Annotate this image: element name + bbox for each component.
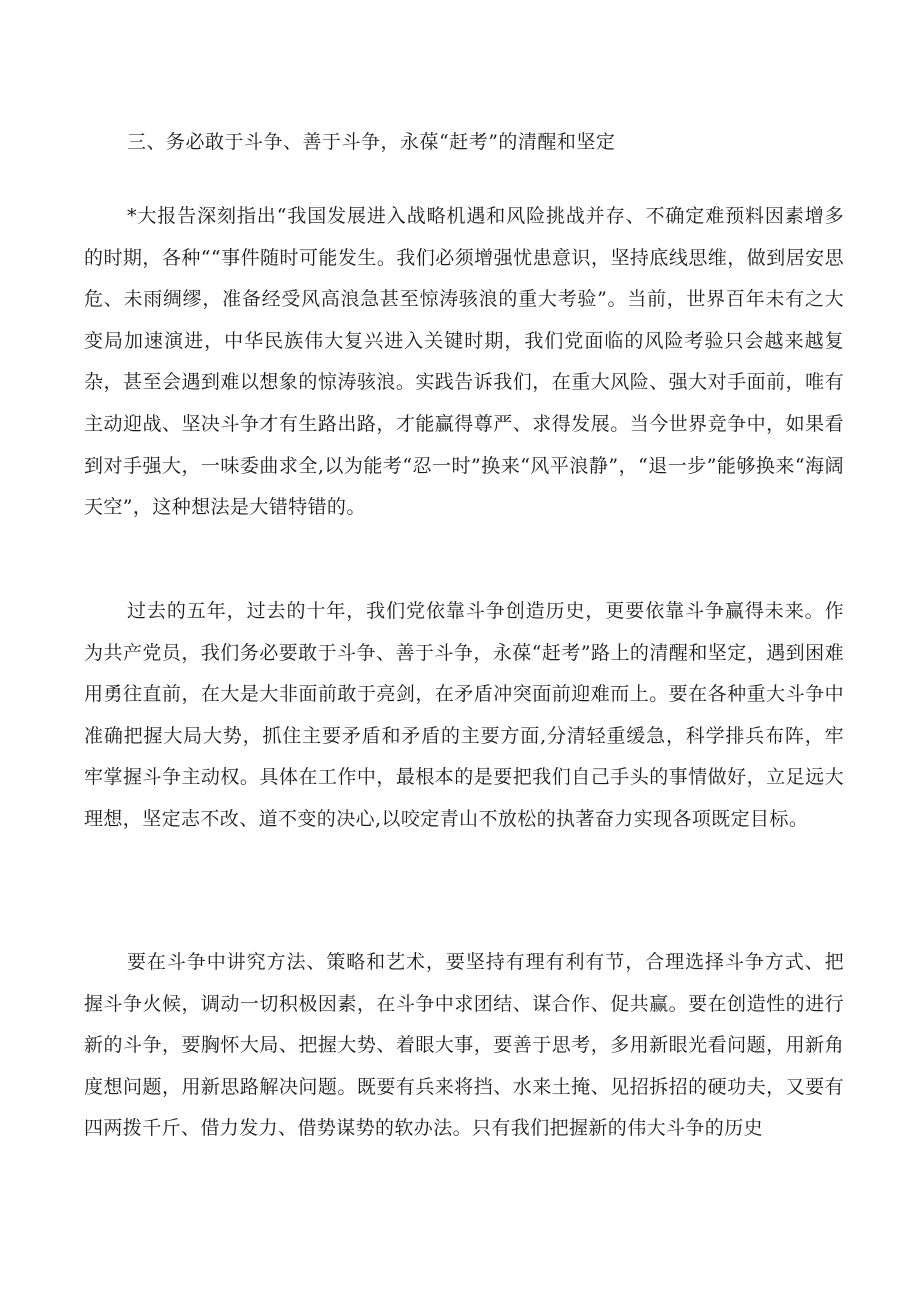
- paragraph-1: *大报告深刻指出“我国发展进入战略机遇和风险挑战并存、不确定难预料因素增多的时期，各种““事件随时可能发生。我们必须增强忧患意识，坚持底线思维，做到居安思危、未雨绸缪，准备经受风高浪急甚至惊涛骇浪的重大考验”。当前，世界百年未有之大变局加速演进，中华民族伟大复兴进入关键时期，我们党面临的风险考验只会越来越复杂，甚至会遇到难以想象的惊涛骇浪。实践告诉我们，在重大风险、强大对手面前，唯有主动迎战、坚决斗争才有生路出路，才能赢得尊严、求得发展。当今世界竞争中，如果看到对手强大，一味委曲求全,以为能考“忍一时”换来“风平浪静”，“退一步”能够换来“海阔天空”，这种想法是大错特错的。: [84, 205, 844, 519]
- paragraph-2: 过去的五年，过去的十年，我们党依靠斗争创造历史，更要依靠斗争赢得未来。作为共产党员，我们务必要敢于斗争、善于斗争，永葆“赶考”路上的清醒和坚定，遇到困难用勇往直前，在大是大非面前敢于亮剑，在矛盾冲突面前迎难而上。要在各种重大斗争中准确把握大局大势，抓住主要矛盾和矛盾的主要方面,分清轻重缓急，科学排兵布阵，牢牢掌握斗争主动权。具体在工作中，最根本的是要把我们自己手头的事情做好，立足远大理想，坚定志不改、道不变的决心,以咬定青山不放松的执著奋力实现各项既定目标。: [84, 600, 844, 830]
- paragraph-3: 要在斗争中讲究方法、策略和艺术，要坚持有理有利有节，合理选择斗争方式、把握斗争火候，调动一切积极因素，在斗争中求团结、谋合作、促共赢。要在创造性的进行新的斗争，要胸怀大局、把握大势、着眼大事，要善于思考，多用新眼光看问题，用新角度想问题，用新思路解决问题。既要有兵来将挡、水来土掩、见招拆招的硬功夫，又要有四两拨千斤、借力发力、借势谋势的软办法。只有我们把握新的伟大斗争的历史: [84, 951, 844, 1140]
- section-heading: 三、务必敢于斗争、善于斗争，永葆“赶考”的清醒和坚定: [127, 131, 616, 153]
